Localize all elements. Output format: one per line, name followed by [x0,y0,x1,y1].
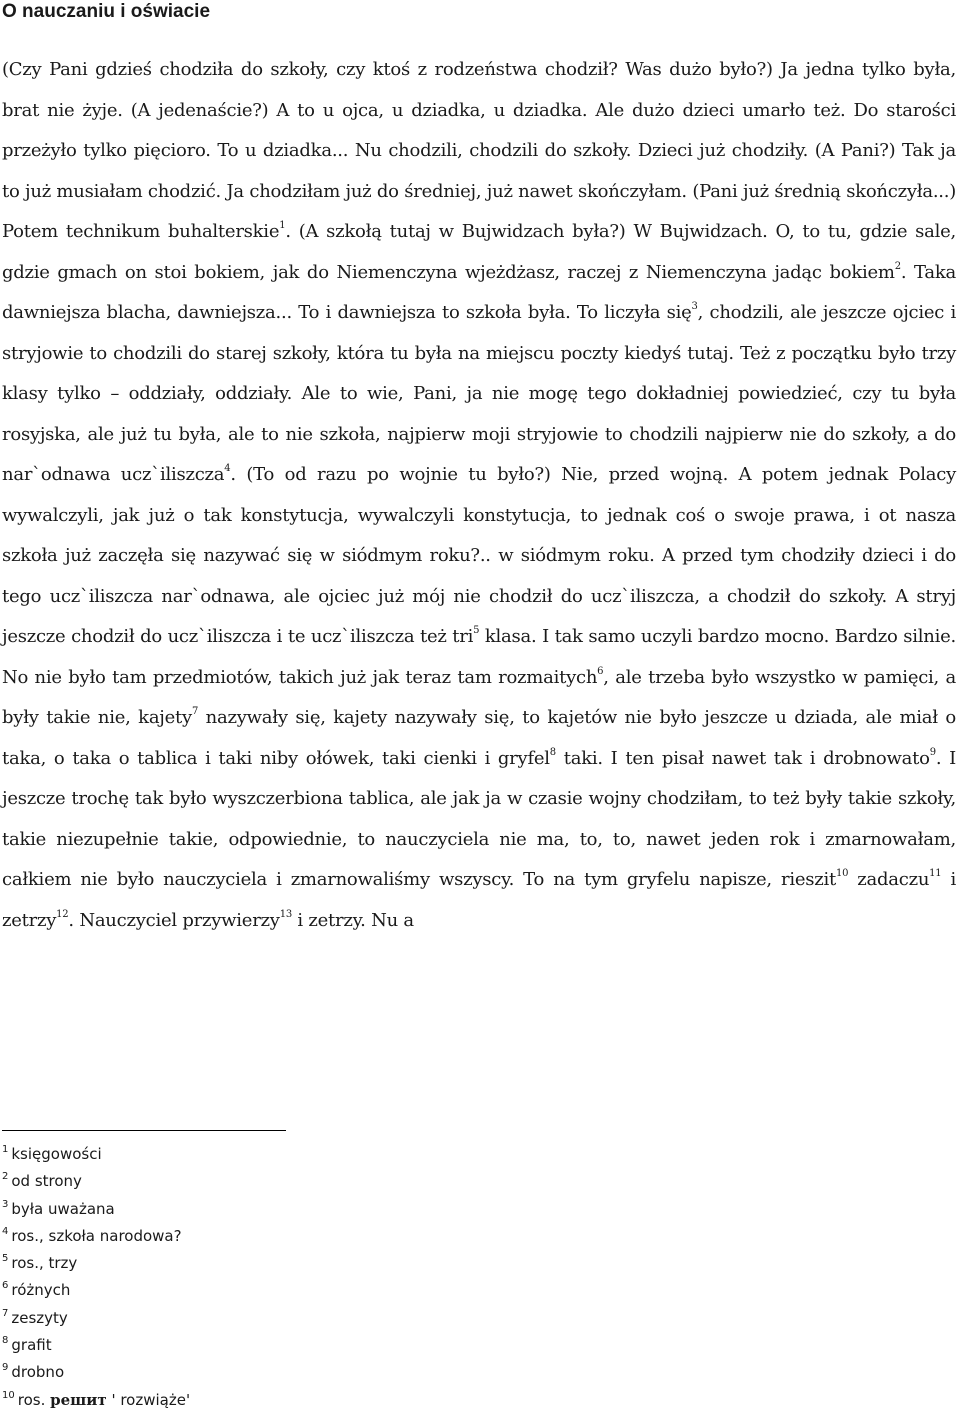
body-text-segment: . Nauczyciel przywierzy [68,909,280,931]
footnote-separator [2,1130,286,1131]
body-text-segment: klasa. I tak samo uczyli bardzo mocno. Bardzo silnie. No nie było tam przedmiotów, takich już jak teraz tam rozmaitych [2,626,956,688]
footnote-item [2,1333,402,1360]
body-text-segment: i zetrzy [2,869,956,931]
footnote-text: grafit [11,1336,52,1355]
footnote-text: różnych [11,1281,71,1300]
footnote-number: 5 [2,1253,9,1265]
footnote-ref: 1 [279,220,286,231]
footnote-ref: 11 [929,868,942,879]
footnote-text: ros. [17,1390,51,1409]
footnote-ref: 5 [473,625,480,636]
footnote-text: od strony [11,1172,82,1191]
body-text-segment: , ale trzeba było wszystko w pamięci, a były takie nie, kajety [2,666,956,728]
footnote-number: 6 [2,1280,9,1292]
footnote-number: 9 [2,1362,9,1374]
footnote-text: drobno [11,1363,65,1382]
footnote-text: księgowości [11,1145,102,1163]
footnote-item [2,1306,402,1333]
footnote-ref: 10 [835,868,849,879]
footnote-ref: 12 [56,908,69,920]
footnote-ref: 2 [894,260,901,272]
footnote-item [2,1360,402,1387]
footnote-ref: 4 [224,463,231,474]
footnote-ref: 7 [191,706,199,717]
footnote-list [2,1142,402,1415]
section-title: O nauczaniu i oświacie [2,1,211,22]
body-paragraph [2,50,956,941]
footnote-number: 7 [2,1307,9,1319]
footnote-number: 2 [2,1171,9,1183]
footnote-item [2,1142,402,1169]
body-text-segment: . (To od razu po wojnie tu było?) Nie, przed wojną. A potem jednak Polacy wywalczyli, jak już o tak konstytucja, wywalczyli konstytucja, to jednak coś o swoje prawa, i ot nasza szkoła już zaczęła się nazywać się w siódmym roku?.. w siódmym roku. A przed tym chodziły dzieci i do tego ucz`iliszcza nar`odnawa, ale ojciec już mój nie chodził do ucz`iliszcza, a chodził do szkoły. A stryj jeszcze chodził do ucz`iliszcza i te ucz`iliszcza też tri [2,464,956,647]
body-text-segment: taki. I ten pisał nawet tak i drobnowato [555,747,930,769]
body-text-segment: zadaczu [848,869,930,890]
body-text-segment: . I jeszcze trochę tak było wyszczerbiona tablica, ale jak ja w czasie wojny chodziłam, to też były takie szkoły, takie niezupełnie takie, odpowiednie, to nauczyciela nie ma, to, to, nawet jeden rok i zmarnowałam, całkiem nie było nauczyciela i zmarnowaliśmy wszyscy. To na tym gryfelu napisze, rieszit [2,747,957,890]
footnote-number: 1 [2,1144,9,1155]
footnote-number: 3 [2,1198,9,1210]
footnote-ref: 9 [929,746,936,758]
footnote-number: 10 [2,1389,15,1401]
footnote-number: 8 [2,1335,9,1347]
footnote-ref: 13 [279,908,292,920]
body-text-segment: i zetrzy. Nu a [291,909,414,931]
body-text-segment: . (A szkołą tutaj w Bujwidzach była?) W Bujwidzach. O, to tu, gdzie sale, gdzie gmach on stoi bokiem, jak do Niemenczyna wjeżdżasz, raczej z Niemenczyna jadąc bokiem [2,221,957,283]
footnote-text: zeszyty [11,1308,68,1327]
footnote-text: ros., trzy [11,1254,78,1273]
footnote-cyrillic-word: решит [50,1390,107,1409]
footnote-text: ros., szkoła narodowa? [11,1226,182,1245]
footnote-ref: 8 [549,746,556,758]
footnote-item [2,1224,402,1251]
footnote-item [2,1278,402,1305]
footnote-item [2,1169,402,1196]
footnote-ref: 3 [691,301,698,312]
footnote-item [2,1388,402,1415]
body-text-segment: , chodzili, ale jeszcze ojciec i stryjowie to chodzili do starej szkoły, która tu była na miejscu poczty kiedyś tutaj. Też z początku było trzy klasy tylko – oddziały, oddziały. Ale to wie, Pani, ja nie mogę tego dokładniej powiedzieć, czy tu była rosyjska, ale już tu była, ale to nie szkoła, najpierw moji stryjowie to chodzili najpierw nie do szkoły, a do nar`odnawa ucz`iliszcza [2,302,956,485]
footnote-ref: 6 [597,665,604,677]
body-text-segment: . Taka dawniejsza blacha, dawniejsza... To i dawniejsza to szkoła była. To liczyła się [2,261,956,323]
footnote-number: 4 [2,1225,9,1237]
footnote-text: była uważana [11,1199,115,1218]
body-text-segment: nazywały się, kajety nazywały się, to kajetów nie było jeszcze u dziada, ale miał o taka, o taka o tablica i taki niby ołówek, taki cienki i gryfel [2,707,956,769]
body-text-segment: (Czy Pani gdzieś chodziła do szkoły, czy ktoś z rodzeństwa chodził? Was dużo było?) Ja jedna tylko była, brat nie żyje. (A jedenaście?) A to u ojca, u dziadka, u dziadka. Ale dużo dzieci umarło też. Do starości przeżyło tylko pięcioro. To u dziadka... Nu chodzili, chodzili do szkoły. Dzieci już chodziły. (A Pani?) Tak ja to już musiałam chodzić. Ja chodziłam już do średniej, już nawet skończyłam. (Pani już średnią skończyła...) Potem technikum buhalterskie [2,59,957,242]
footnote-item [2,1197,402,1224]
footnote-gloss: ꞌ rozwiążeꞌ [106,1390,191,1409]
footnote-item [2,1251,402,1278]
